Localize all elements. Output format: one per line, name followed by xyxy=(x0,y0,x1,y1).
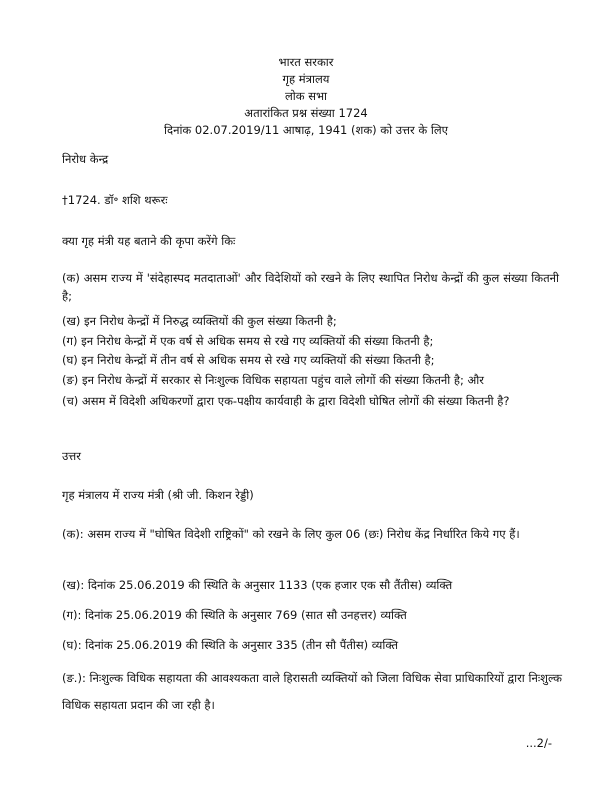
question-item: (ग) इन निरोध केन्द्रों में एक वर्ष से अधिक समय से रखे गए व्यक्तियों की संख्या कितनी है; xyxy=(62,334,434,348)
answer-date: दिनांक 02.07.2019/11 आषाढ़, 1941 (शक) को उत्तर के लिए xyxy=(163,123,448,137)
minister-name: गृह मंत्रालय में राज्य मंत्री (श्री जी. किशन रेड्डी) xyxy=(62,488,254,502)
answer-item: (ख): दिनांक 25.06.2019 की स्थिति के अनुसार 1133 (एक हजार एक सौ तैंतीस) व्यक्ति xyxy=(62,578,453,592)
question-item: (क) असम राज्य में 'संदेहास्पद मतदाताओं' और विदेशियों को रखने के लिए स्थापित निरोध केन्द्रों की कुल संख्या कितनी है; xyxy=(62,271,559,303)
house-name: लोक सभा xyxy=(284,89,328,103)
answer-item: (घ): दिनांक 25.06.2019 की स्थिति के अनुसार 335 (तीन सौ पैंतीस) व्यक्ति xyxy=(62,638,399,652)
question-item: (च) असम में विदेशी अधिकरणों द्वारा एक-पक्षीय कार्यवाही के द्वारा विदेशी घोषित लोगों की संख्या कितनी है? xyxy=(62,394,510,408)
question-intro: क्या गृह मंत्री यह बताने की कृपा करेंगे किः xyxy=(62,234,236,248)
ministry-name: गृह मंत्रालय xyxy=(282,72,330,86)
question-item: (ख) इन निरोध केन्द्रों में निरुद्ध व्यक्तियों की कुल संख्या कितनी है; xyxy=(62,314,337,328)
answer-heading: उत्तर xyxy=(62,449,81,463)
question-item: (ङ) इन निरोध केन्द्रों में सरकार से निःशुल्क विधिक सहायता पहुंच वाले लोगों की संख्या कितनी है; और xyxy=(62,373,485,387)
continuation-marker: ...2/- xyxy=(525,736,552,750)
answer-item: (ङ.): निःशुल्क विधिक सहायता की आवश्यकता वाले हिरासती व्यक्तियों को जिला विधिक सेवा प्राधिकारियों द्वारा निःशुल्क विधिक सहायता प्रदान की जा रही है। xyxy=(62,671,562,712)
subject-title: निरोध केन्द्र xyxy=(62,152,109,166)
government-name: भारत सरकार xyxy=(278,55,334,69)
question-number: †1724. डॉ॰ शशि थरूरः xyxy=(62,193,168,207)
answer-item: (ग): दिनांक 25.06.2019 की स्थिति के अनुसार 769 (सात सौ उनहत्तर) व्यक्ति xyxy=(62,608,407,622)
question-type: अतारांकित प्रश्न संख्या 1724 xyxy=(244,106,368,120)
question-item: (घ) इन निरोध केन्द्रों में तीन वर्ष से अधिक समय से रखे गए व्यक्तियों की संख्या कितनी है; xyxy=(62,353,435,367)
answer-item: (क): असम राज्य में "घोषित विदेशी राष्ट्रिकों" को रखने के लिए कुल 06 (छः) निरोध केंद्र निर्धारित किये गए हैं। xyxy=(62,527,520,541)
document-header xyxy=(0,55,612,140)
